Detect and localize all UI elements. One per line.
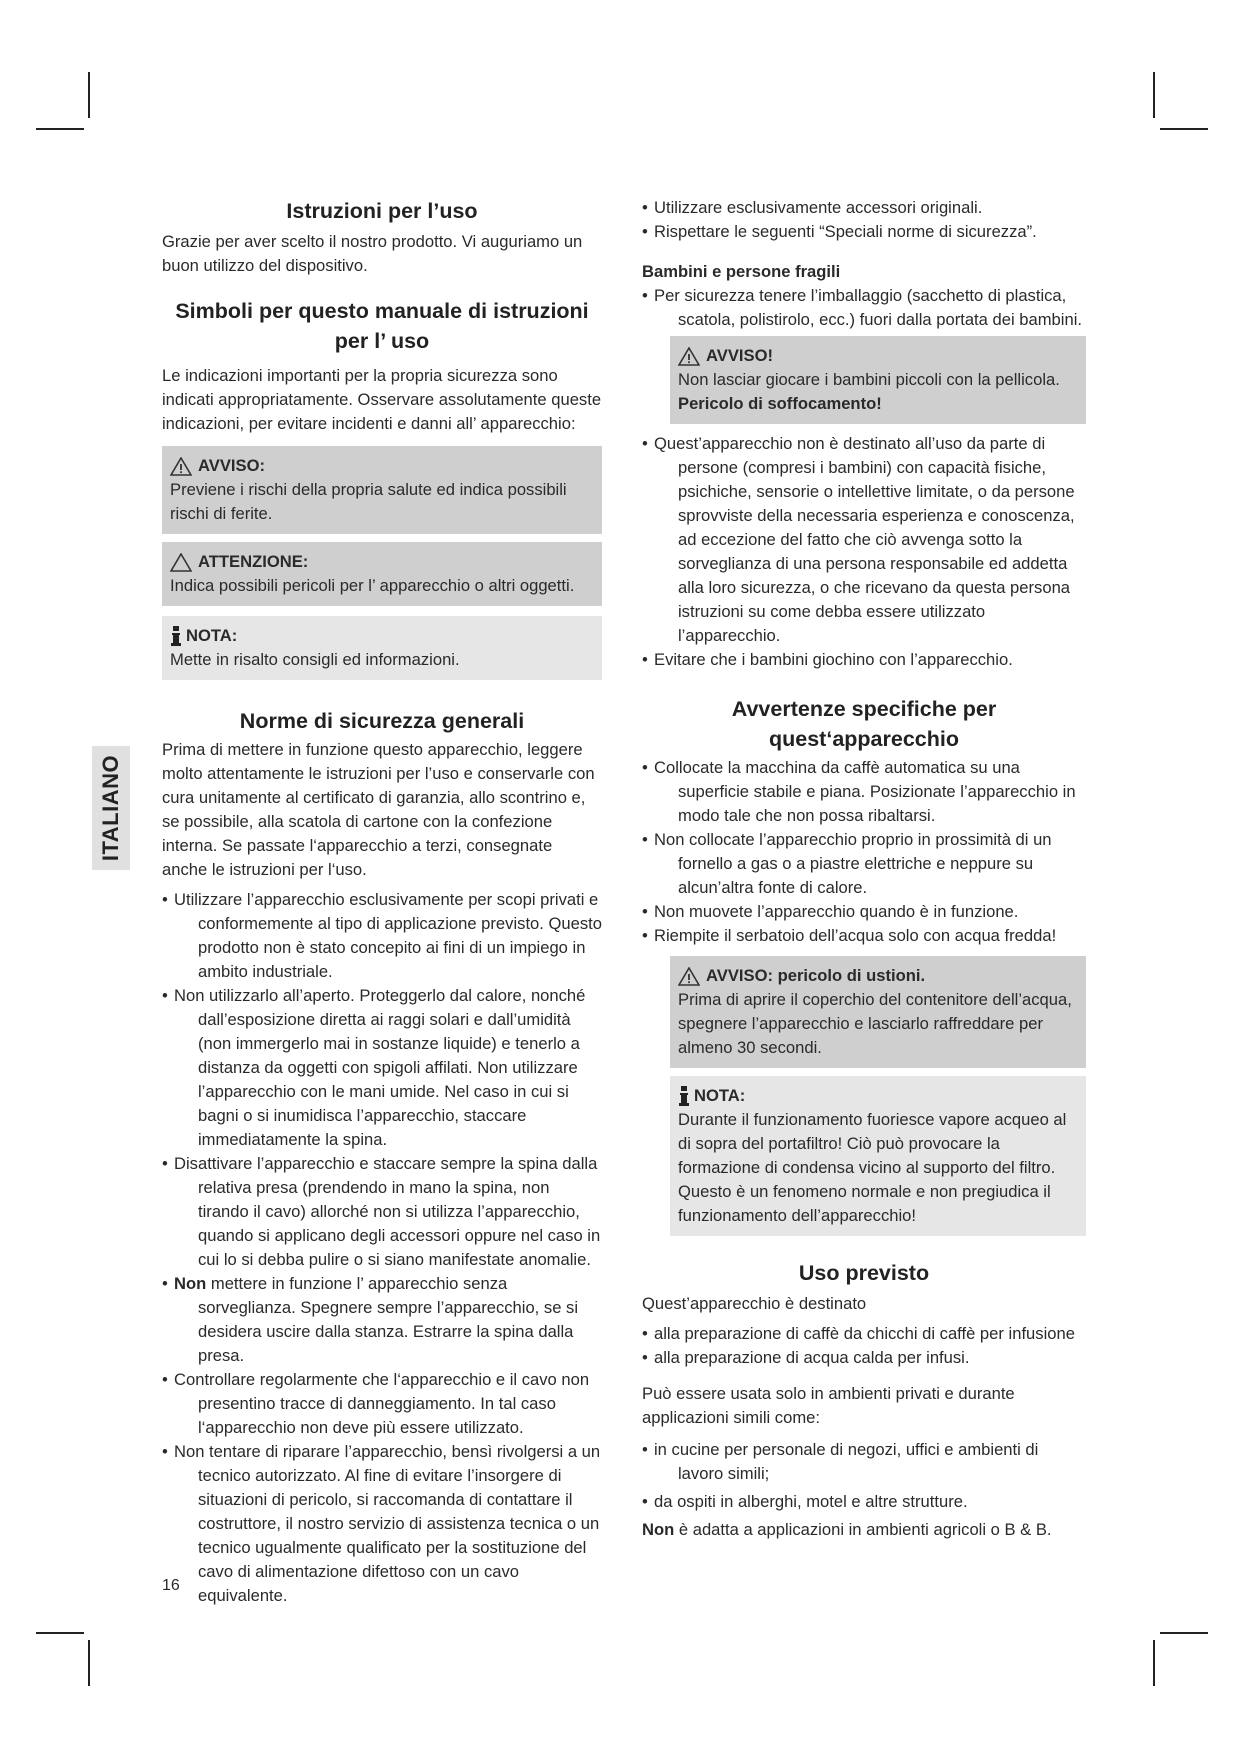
avviso-ustioni-label: AVVISO: pericolo di ustioni. [706,966,926,985]
warning-icon [678,967,700,986]
intro-text: Grazie per aver scelto il nostro prodotto. Vi auguriamo un buon utilizzo del dispositivo. [162,232,583,275]
children-title: Bambini e persone fragili [642,262,841,281]
avviso-box-title [170,454,594,478]
crop-mark [1160,128,1208,130]
list-item: • Evitare che i bambini giochino con l’apparecchio. [642,648,1086,672]
avviso-box [162,446,602,534]
list-item: • Non tentare di riparare l’apparecchio, bensì rivolgersi a un tecnico autorizzato. Al fine di evitare l’insorgere di situazioni di pericolo, si raccomanda di contattare il costruttore, il nostro servizio di assistenza tecnica o un tecnico ugualmente qualificato per la sostituzione del cavo di alimentazione difettoso con un cavo equivalente. [162,1440,602,1608]
attenzione-box [162,542,602,606]
nota-box [162,616,602,680]
avviso-ustioni-text: Prima di aprire il coperchio del contenitore dell’acqua, spegnere l’apparecchio e lasciarlo raffreddare per almeno 30 secondi. [678,990,1072,1057]
safety-list [162,888,602,1608]
list-item: • Non utilizzarlo all’aperto. Proteggerlo dal calore, nonché dall’esposizione diretta ai raggi solari e dall’umidità (non immergerlo mai in sostanze liquide) e tenerlo a distanza da oggetti con spigoli affilati. Non utilizzare l’apparecchio con le mani umide. Nel caso in cui si bagni o si inumidisca l’apparecchio, staccare immediatamente la spina. [162,984,602,1152]
info-icon [170,626,182,646]
list-item: • Quest’apparecchio non è destinato all’uso da parte di persone (compresi i bambini) con capacità fisiche, psichiche, sensorie o intellettive limitate, o da persone sprovviste della necessaria esperienza e conoscenza, ad eccezione del fatto che ciò avvenga sotto la sorveglianza di una persona responsabile ed addetta alla loro sicurezza, o che ricevano da questa persona istruzioni su come debba essere utilizzato l’apparecchio. [642,432,1086,648]
top-list [642,196,1086,244]
info-icon [678,1086,690,1106]
list-item: • Per sicurezza tenere l’imballaggio (sacchetto di plastica, scatola, polistirolo, ecc.) fuori dalla portata dei bambini. [642,284,1086,332]
crop-mark [1153,72,1155,118]
list-item: • Utilizzare l’apparecchio esclusivamente per scopi privati e conformemente al tipo di applicazione previsto. Questo prodotto non è stato concepito ai fini di un impiego in ambito industriale. [162,888,602,984]
list-item: • alla preparazione di caffè da chicchi di caffè per infusione [642,1322,1086,1346]
nota-box-title [170,624,594,648]
page-title: Istruzioni per l’uso [286,199,478,223]
list-item: • in cucine per personale di negozi, uffici e ambienti di lavoro simili; [642,1438,1086,1486]
avviso-box-label: AVVISO: [198,456,265,475]
attenzione-box-label: ATTENZIONE: [198,552,309,571]
children-list-2 [642,432,1086,672]
avviso-box-children [670,336,1086,424]
list-item: • alla preparazione di acqua calda per infusi. [642,1346,1086,1370]
list-item: • Non muovete l’apparecchio quando è in funzione. [642,900,1086,924]
right-column [642,196,1086,1542]
use-text-2: Può essere usata solo in ambienti privati e durante applicazioni simili come: [642,1384,1015,1427]
specific-list [642,756,1086,948]
list-item: • Riempite il serbatoio dell’acqua solo con acqua fredda! [642,924,1086,948]
safety-title: Norme di sicurezza generali [239,709,525,733]
list-item: • Controllare regolarmente che l‘apparecchio e il cavo non presentino tracce di danneggiamento. In tal caso l‘apparecchio non deve più essere utilizzato. [162,1368,602,1440]
nota-box-right-label: NOTA: [694,1086,746,1105]
use-list [642,1322,1086,1370]
symbols-title-line2: per l’ uso [334,329,430,353]
language-tab-label: ITALIANO [98,754,123,862]
caution-icon [170,553,192,572]
crop-mark [88,1640,90,1686]
avviso-box-children-bold: Pericolo di soffocamento! [678,394,882,413]
symbols-title-line1: Simboli per questo manuale di istruzioni [175,299,589,323]
symbols-text: Le indicazioni importanti per la propria sicurezza sono indicati appropriatamente. Osservare assolutamente queste indicazioni, per evitare incidenti e danni all’ apparecchio: [162,366,602,433]
avviso-box-children-title [678,344,1078,368]
crop-mark [88,72,90,118]
nota-box-right [670,1076,1086,1236]
specific-title: Avvertenze specifiche per quest‘apparecchio [731,697,997,751]
safety-intro: Prima di mettere in funzione questo apparecchio, leggere molto attentamente le istruzioni per l’uso e conservarle con cura unitamente al certificato di garanzia, allo scontrino e, se possibile, alla scatola di cartone con la confezione interna. Se passate l‘apparecchio a terzi, consegnate anche le istruzioni per l‘uso. [162,740,595,879]
list-item: • Collocate la macchina da caffè automatica su una superficie stabile e piana. Posizionate l’apparecchio in modo tale che non possa ribaltarsi. [642,756,1086,828]
list-item: • Utilizzare esclusivamente accessori originali. [642,196,1086,220]
list-item-text: mettere in funzione l’ apparecchio senza sorveglianza. Spegnere sempre l’apparecchio, se si desidera uscire dalla stanza. Estrarre la spina dalla presa. [198,1274,579,1365]
crop-mark [1160,1632,1208,1634]
last-line-text: è adatta a applicazioni in ambienti agricoli o B & B. [674,1520,1052,1539]
children-list-1 [642,284,1086,332]
list-item: • Disattivare l’apparecchio e staccare sempre la spina dalla relativa presa (prendendo in mano la spina, non tirando il cavo) allorché non si utilizza l’apparecchio, quando si applicano degli accessori oppure nel caso in cui lo si debba pulire o si siano manifestate anomalie. [162,1152,602,1272]
language-tab [92,746,130,870]
avviso-box-children-label: AVVISO! [706,346,773,365]
list-item: • Rispettare le seguenti “Speciali norme di sicurezza”. [642,220,1086,244]
list-item: • da ospiti in alberghi, motel e altre strutture. [642,1490,1086,1514]
avviso-box-text: Previene i rischi della propria salute ed indica possibili rischi di ferite. [170,480,567,523]
avviso-ustioni-box [670,956,1086,1068]
bold-non: Non [174,1274,207,1293]
symbols-title [162,296,602,356]
left-column [162,190,602,1608]
avviso-box-children-text: Non lasciar giocare i bambini piccoli con la pellicola. [678,370,1060,389]
crop-mark [36,1632,84,1634]
page-number: 16 [162,1577,180,1594]
attenzione-box-title [170,550,594,574]
nota-box-text: Mette in risalto consigli ed informazioni. [170,650,460,669]
nota-box-right-text: Durante il funzionamento fuoriesce vapore acqueo al di sopra del portafiltro! Ciò può provocare la formazione di condensa vicino al supporto del filtro. Questo è un fenomeno normale e non pregiudica il funzionamento dell’apparecchio! [678,1110,1067,1225]
warning-icon [170,457,192,476]
use-title: Uso previsto [798,1261,930,1285]
list-item [162,1272,602,1368]
nota-box-right-title [678,1084,1078,1108]
list-item: • Non collocate l’apparecchio proprio in prossimità di un fornello a gas o a piastre elettriche e neppure su alcun’altra fonte di calore. [642,828,1086,900]
crop-mark [1153,1640,1155,1686]
avviso-ustioni-title [678,964,1078,988]
use-intro: Quest’apparecchio è destinato [642,1294,867,1313]
nota-box-label: NOTA: [186,626,238,645]
crop-mark [36,128,84,130]
bold-non: Non [642,1520,675,1539]
last-line [642,1518,1086,1542]
attenzione-box-text: Indica possibili pericoli per l’ apparecchio o altri oggetti. [170,576,575,595]
use-list-2 [642,1438,1086,1514]
warning-icon [678,347,700,366]
